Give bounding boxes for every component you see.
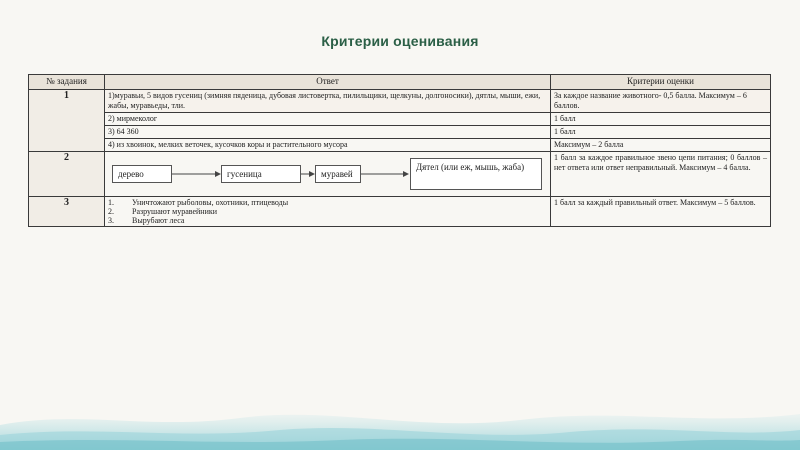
header-task-number: № задания	[29, 75, 105, 90]
list-item: 2. Разрушают муравейники	[108, 207, 218, 216]
task-number-cell: 3	[29, 197, 105, 227]
chain-node-caterpillar: гусеница	[221, 165, 301, 183]
table-row	[29, 126, 771, 139]
chain-node-woodpecker: Дятел (или еж, мышь, жаба)	[410, 158, 542, 190]
chain-node-tree: дерево	[112, 165, 172, 183]
criteria-cell: 1 балл за каждое правильное звено цепи питания; 0 баллов – нет ответа или ответ неправильный. Максимум – 4 балла.	[551, 152, 771, 197]
task-number-cell: 1	[29, 90, 105, 152]
page-title: Критерии оценивания	[321, 33, 479, 49]
list-item: 1. Уничтожают рыболовы, охотники, птицеводы	[108, 198, 289, 207]
answer-cell: 2) мирмеколог	[105, 113, 551, 126]
food-chain	[108, 153, 547, 195]
criteria-cell: Максимум – 2 балла	[551, 139, 771, 152]
food-chain-cell	[105, 152, 551, 197]
list-item: 3. Вырубают леса	[108, 216, 185, 225]
table-row	[29, 152, 771, 197]
table-row	[29, 139, 771, 152]
criteria-table	[28, 74, 771, 227]
table-header-row	[29, 75, 771, 90]
chain-node-ant: муравей	[315, 165, 361, 183]
header-criteria: Критерии оценки	[551, 75, 771, 90]
answer-list	[108, 198, 547, 225]
task-number-cell: 2	[29, 152, 105, 197]
criteria-cell: 1 балл	[551, 126, 771, 139]
criteria-cell: 1 балл за каждый правильный ответ. Максимум – 5 баллов.	[551, 197, 771, 227]
criteria-cell: 1 балл	[551, 113, 771, 126]
answer-cell	[105, 197, 551, 227]
criteria-cell: За каждое название животного- 0,5 балла. Максимум – 6 баллов.	[551, 90, 771, 113]
answer-cell: 3) 64 360	[105, 126, 551, 139]
watercolor-decoration	[0, 380, 800, 450]
answer-cell: 1)муравьи, 5 видов гусениц (зимняя пяденица, дубовая листовертка, пилильщики, щелкуны, долгоносики), дятлы, мыши, ежи, жабы, муравьеды, тли.	[105, 90, 551, 113]
table-row	[29, 113, 771, 126]
table-row	[29, 90, 771, 113]
header-answer: Ответ	[105, 75, 551, 90]
answer-cell: 4) из хвоинок, мелких веточек, кусочков коры и растительного мусора	[105, 139, 551, 152]
table-row	[29, 197, 771, 227]
